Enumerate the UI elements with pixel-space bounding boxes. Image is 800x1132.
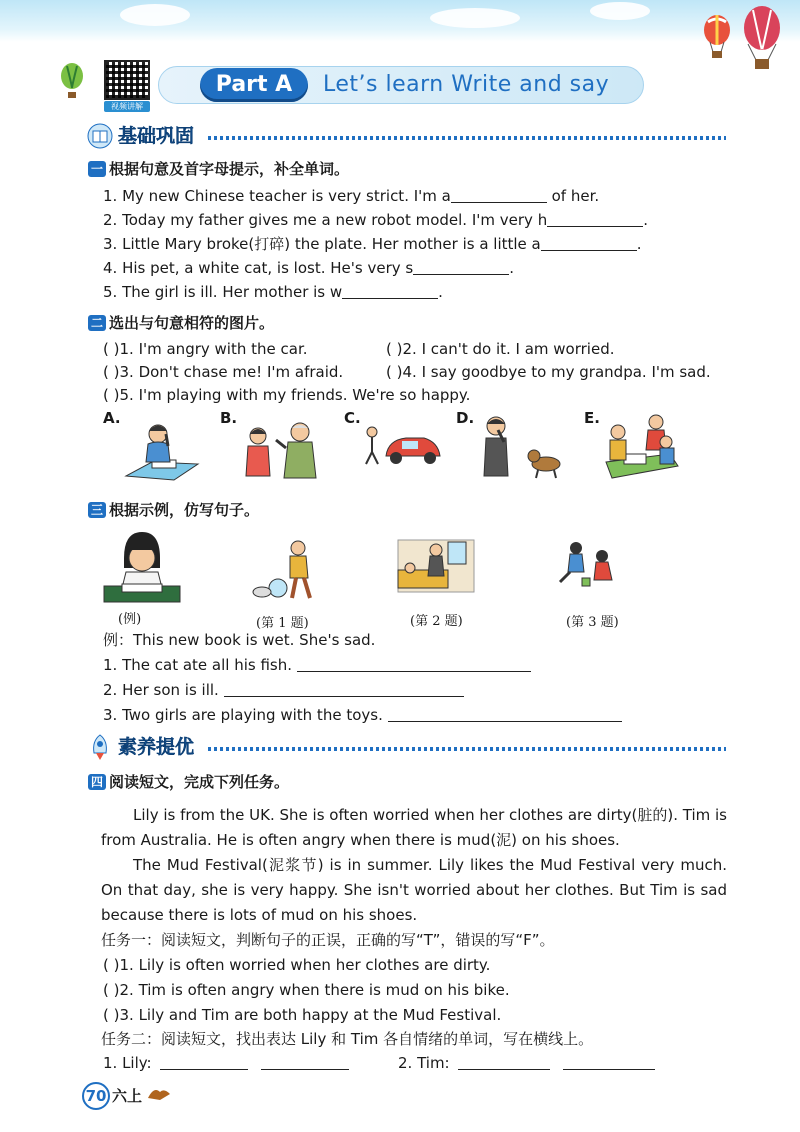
answer-blank[interactable] (297, 657, 531, 672)
q2-item: ( )5. I'm playing with my friends. We're so happy. (103, 386, 471, 404)
book-icon (86, 122, 114, 150)
q3-item: 2. Her son is ill. (103, 680, 464, 700)
hot-air-balloon-icon (700, 14, 734, 60)
answer-blank[interactable] (224, 682, 464, 697)
answer-blank[interactable] (388, 707, 622, 722)
answer-paren[interactable]: ( ) (103, 956, 120, 974)
answer-blank[interactable] (413, 260, 509, 275)
q3-item: 3. Two girls are playing with the toys. (103, 705, 622, 725)
q3-item: 1. The cat ate all his fish. (103, 655, 531, 675)
q4-instruction (88, 772, 289, 792)
picture-d-chased-by-dog (476, 412, 568, 482)
q1-instruction (88, 159, 349, 179)
picture-b-goodbye-grandpa (238, 418, 328, 480)
answer-paren[interactable]: ( ) (103, 363, 120, 381)
option-label-c: C. (344, 409, 361, 427)
part-badge: Part A (200, 68, 308, 102)
grade-label: 六上 (112, 1087, 143, 1105)
answer-paren[interactable]: ( ) (103, 1006, 120, 1024)
q1-item: 3. Little Mary broke(打碎) the plate. Her mother is a little a . (103, 235, 642, 253)
section-heading-advanced (86, 733, 726, 761)
q2-instruction (88, 313, 274, 333)
answer-blank[interactable] (547, 212, 643, 227)
task2-instruction: 任务二：阅读短文，找出表达 Lily 和 Tim 各自情绪的单词，写在横线上。 (101, 1030, 594, 1048)
task1-instruction: 任务一：阅读短文，判断句子的正误，正确的写“T”，错误的写“F”。 (101, 931, 555, 949)
q4-number: 四 (88, 774, 106, 790)
answer-blank[interactable] (563, 1055, 655, 1070)
page-title: Let’s learn Write and say (323, 72, 610, 97)
answer-paren[interactable]: ( ) (103, 386, 120, 404)
divider (208, 136, 726, 140)
q2-number: 二 (88, 315, 106, 331)
caption-example: (例) (118, 612, 142, 627)
task1-item: ( )1. Lily is often worried when her clothes are dirty. (103, 956, 491, 974)
q2-item: ( )3. Don't chase me! I'm afraid. (103, 363, 344, 381)
q2-instruction-text: 选出与句意相符的图片。 (109, 314, 275, 332)
section-title: 基础巩固 (118, 125, 195, 147)
reading-paragraph-1: Lily is from the UK. She is often worried when her clothes are dirty(脏的). Tim is from Australia. He is often angry when there is mud(泥) on his shoes. (101, 806, 727, 849)
picture-1-cat-and-fishbowl (250, 538, 330, 602)
answer-paren[interactable]: ( ) (386, 340, 403, 358)
q3-instruction (88, 500, 259, 520)
q1-item: 4. His pet, a white cat, is lost. He's very s . (103, 259, 514, 277)
picture-example-sad-girl (100, 528, 184, 606)
answer-blank[interactable] (451, 188, 547, 203)
task2-answer-tim: 2. Tim: (398, 1053, 655, 1073)
q3-example: 例：This new book is wet. She's sad. (103, 631, 376, 649)
qr-caption: 视频讲解 (104, 101, 150, 112)
q3-number: 三 (88, 502, 106, 518)
rocket-icon (86, 733, 114, 761)
task1-item: ( )2. Tim is often angry when there is mud on his bike. (103, 981, 510, 999)
q1-item: 1. My new Chinese teacher is very strict. I'm a of her. (103, 187, 600, 205)
q4-instruction-text: 阅读短文，完成下列任务。 (109, 773, 290, 791)
caption-3: (第 3 题) (566, 615, 619, 630)
cloud-decoration (590, 2, 650, 20)
q1-item: 2. Today my father gives me a new robot model. I'm very h . (103, 211, 648, 229)
picture-c-angry-at-car (362, 422, 442, 470)
page-footer (82, 1082, 142, 1110)
qr-code[interactable] (104, 60, 150, 100)
answer-blank[interactable] (541, 236, 637, 251)
answer-blank[interactable] (261, 1055, 349, 1070)
reading-paragraph-2: The Mud Festival(泥浆节) is in summer. Lily likes the Mud Festival very much. On that day, she is very happy. She isn't worried about her clothes. But Tim is sad because there is lots of mud on his shoes. (101, 856, 727, 924)
cloud-decoration (120, 4, 190, 26)
top-sky-band (0, 0, 800, 42)
option-label-a: A. (103, 409, 121, 427)
picture-a-worried-boy (122, 414, 202, 486)
task1-item: ( )3. Lily and Tim are both happy at the Mud Festival. (103, 1006, 502, 1024)
task2-answer-lily: 1. Lily: (103, 1053, 349, 1073)
hot-air-balloon-icon (58, 62, 86, 100)
hot-air-balloon-icon (740, 4, 784, 72)
option-label-e: E. (584, 409, 600, 427)
q1-number: 一 (88, 161, 106, 177)
q1-instruction-text: 根据句意及首字母提示，补全单词。 (109, 160, 350, 178)
q2-item: ( )4. I say goodbye to my grandpa. I'm sad. (386, 363, 711, 381)
section-heading-basic (86, 122, 726, 150)
cloud-decoration (430, 8, 520, 28)
page-number: 70 (82, 1082, 110, 1110)
q2-item: ( )2. I can't do it. I am worried. (386, 340, 615, 358)
q1-item: 5. The girl is ill. Her mother is w . (103, 283, 443, 301)
picture-e-playing-friends (600, 410, 682, 482)
picture-2-son-ill-in-bed (396, 536, 476, 594)
answer-blank[interactable] (160, 1055, 248, 1070)
q2-item: ( )1. I'm angry with the car. (103, 340, 308, 358)
option-label-b: B. (220, 409, 238, 427)
divider (208, 747, 726, 751)
answer-blank[interactable] (458, 1055, 550, 1070)
answer-paren[interactable]: ( ) (103, 981, 120, 999)
option-label-d: D. (456, 409, 475, 427)
caption-1: (第 1 题) (256, 616, 309, 631)
section-title: 素养提优 (118, 736, 195, 758)
answer-paren[interactable]: ( ) (103, 340, 120, 358)
bird-icon (146, 1084, 172, 1102)
answer-blank[interactable] (342, 284, 438, 299)
picture-3-girls-playing-toys (552, 538, 632, 590)
caption-2: (第 2 题) (410, 614, 463, 629)
q3-instruction-text: 根据示例，仿写句子。 (109, 501, 260, 519)
answer-paren[interactable]: ( ) (386, 363, 403, 381)
